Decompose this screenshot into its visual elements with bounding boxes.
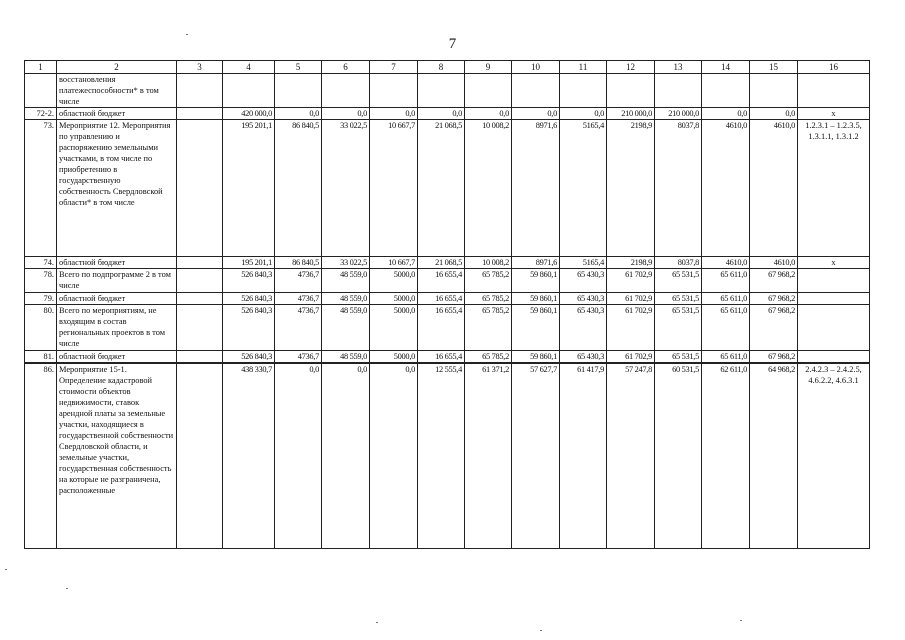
value-cell: 65 785,2 <box>465 305 512 351</box>
value-cell <box>750 74 798 108</box>
value-cell: 12 555,4 <box>418 363 465 548</box>
column-header: 3 <box>177 61 223 74</box>
value-cell: 0,0 <box>418 108 465 120</box>
value-cell <box>465 74 512 108</box>
value-cell: 0,0 <box>560 108 607 120</box>
value-cell: 61 702,9 <box>607 351 655 364</box>
target-code: х <box>798 257 870 269</box>
value-cell: 61 702,9 <box>607 269 655 293</box>
row-name: областной бюджет <box>57 257 177 269</box>
row-number: 78. <box>25 269 57 293</box>
target-code <box>798 305 870 351</box>
value-cell: 48 559,0 <box>322 293 370 305</box>
value-cell: 65 430,3 <box>560 351 607 364</box>
column-header: 10 <box>512 61 560 74</box>
value-cell: 57 627,7 <box>512 363 560 548</box>
value-cell: 67 968,2 <box>750 293 798 305</box>
scan-speck <box>540 630 542 631</box>
column-header: 4 <box>223 61 275 74</box>
value-cell: 48 559,0 <box>322 351 370 364</box>
value-cell: 65 785,2 <box>465 293 512 305</box>
value-cell: 65 531,5 <box>655 269 702 293</box>
value-cell: 210 000,0 <box>607 108 655 120</box>
page-number: 7 <box>448 36 457 52</box>
value-cell: 0,0 <box>275 108 322 120</box>
value-cell: 65 430,3 <box>560 269 607 293</box>
cell-col3 <box>177 74 223 108</box>
value-cell: 62 611,0 <box>702 363 750 548</box>
row-name: Мероприятие 15-1. Определение кадастровой стоимости объектов недвижимости, ставок арендной платы за земельные участки, находящиеся в государственной собственности Свердловской области, и земельные участки, государственная собственность на которые не разграничена, расположенные <box>57 363 177 548</box>
row-number: 72-2. <box>25 108 57 120</box>
value-cell: 86 840,5 <box>275 257 322 269</box>
value-cell: 61 371,2 <box>465 363 512 548</box>
value-cell: 4736,7 <box>275 305 322 351</box>
value-cell: 0,0 <box>512 108 560 120</box>
value-cell <box>275 74 322 108</box>
table-row <box>25 74 870 108</box>
target-code: 1.2.3.1 – 1.2.3.5, 1.3.1.1, 1.3.1.2 <box>798 120 870 257</box>
cell-col3 <box>177 120 223 257</box>
value-cell: 4736,7 <box>275 293 322 305</box>
value-cell: 0,0 <box>275 363 322 548</box>
value-cell: 48 559,0 <box>322 269 370 293</box>
cell-col3 <box>177 269 223 293</box>
value-cell: 48 559,0 <box>322 305 370 351</box>
scan-speck <box>5 569 7 570</box>
value-cell: 4736,7 <box>275 351 322 364</box>
row-number: 79. <box>25 293 57 305</box>
value-cell <box>560 74 607 108</box>
value-cell: 0,0 <box>370 363 418 548</box>
value-cell: 65 531,5 <box>655 351 702 364</box>
row-number: 86. <box>25 363 57 548</box>
header-row <box>25 61 870 74</box>
row-number: 81. <box>25 351 57 364</box>
value-cell: 5000,0 <box>370 269 418 293</box>
value-cell: 8037,8 <box>655 257 702 269</box>
budget-table <box>24 60 870 549</box>
column-header: 11 <box>560 61 607 74</box>
value-cell: 4610,0 <box>702 257 750 269</box>
value-cell: 0,0 <box>322 363 370 548</box>
target-code: х <box>798 108 870 120</box>
row-name: Всего по подпрограмме 2 в том числе <box>57 269 177 293</box>
target-code: 2.4.2.3 – 2.4.2.5, 4.6.2.2, 4.6.3.1 <box>798 363 870 548</box>
column-header: 15 <box>750 61 798 74</box>
row-number <box>25 74 57 108</box>
value-cell: 65 611,0 <box>702 293 750 305</box>
value-cell: 526 840,3 <box>223 351 275 364</box>
cell-col3 <box>177 108 223 120</box>
value-cell: 57 247,8 <box>607 363 655 548</box>
value-cell: 61 417,9 <box>560 363 607 548</box>
value-cell: 61 702,9 <box>607 305 655 351</box>
table-row <box>25 257 870 269</box>
row-number: 74. <box>25 257 57 269</box>
cell-col3 <box>177 293 223 305</box>
value-cell: 5165,4 <box>560 120 607 257</box>
value-cell: 60 531,5 <box>655 363 702 548</box>
value-cell: 59 860,1 <box>512 293 560 305</box>
target-code <box>798 351 870 364</box>
table-row <box>25 305 870 351</box>
scan-speck <box>376 622 378 623</box>
cell-col3 <box>177 257 223 269</box>
value-cell: 65 611,0 <box>702 351 750 364</box>
value-cell: 16 655,4 <box>418 305 465 351</box>
value-cell: 10 008,2 <box>465 257 512 269</box>
value-cell: 16 655,4 <box>418 269 465 293</box>
value-cell: 59 860,1 <box>512 269 560 293</box>
row-number: 80. <box>25 305 57 351</box>
scan-speck <box>740 620 742 621</box>
value-cell: 65 430,3 <box>560 305 607 351</box>
value-cell: 0,0 <box>322 108 370 120</box>
value-cell: 65 531,5 <box>655 305 702 351</box>
value-cell: 10 667,7 <box>370 120 418 257</box>
value-cell: 4610,0 <box>750 120 798 257</box>
value-cell: 8971,6 <box>512 120 560 257</box>
row-name: областной бюджет <box>57 351 177 364</box>
column-header: 16 <box>798 61 870 74</box>
value-cell <box>370 74 418 108</box>
value-cell: 65 785,2 <box>465 351 512 364</box>
column-header: 7 <box>370 61 418 74</box>
column-header: 9 <box>465 61 512 74</box>
value-cell: 5000,0 <box>370 293 418 305</box>
value-cell <box>223 74 275 108</box>
target-code <box>798 269 870 293</box>
value-cell <box>655 74 702 108</box>
value-cell: 438 330,7 <box>223 363 275 548</box>
column-header: 12 <box>607 61 655 74</box>
value-cell <box>702 74 750 108</box>
cell-col3 <box>177 351 223 364</box>
value-cell: 195 201,1 <box>223 120 275 257</box>
value-cell: 16 655,4 <box>418 293 465 305</box>
value-cell: 33 022,5 <box>322 257 370 269</box>
row-name: областной бюджет <box>57 108 177 120</box>
value-cell: 65 611,0 <box>702 305 750 351</box>
row-number: 73. <box>25 120 57 257</box>
value-cell: 195 201,1 <box>223 257 275 269</box>
value-cell: 4736,7 <box>275 269 322 293</box>
column-header: 6 <box>322 61 370 74</box>
value-cell: 61 702,9 <box>607 293 655 305</box>
scan-speck <box>186 34 188 35</box>
value-cell: 64 968,2 <box>750 363 798 548</box>
row-name: восстановления платежеспособности* в том числе <box>57 74 177 108</box>
value-cell: 526 840,3 <box>223 269 275 293</box>
column-header: 8 <box>418 61 465 74</box>
value-cell <box>322 74 370 108</box>
cell-col3 <box>177 305 223 351</box>
value-cell: 5165,4 <box>560 257 607 269</box>
value-cell: 67 968,2 <box>750 351 798 364</box>
table-row <box>25 363 870 548</box>
column-header: 14 <box>702 61 750 74</box>
row-name: Всего по мероприятиям, не входящим в состав региональных проектов в том числе <box>57 305 177 351</box>
value-cell: 16 655,4 <box>418 351 465 364</box>
value-cell: 59 860,1 <box>512 351 560 364</box>
value-cell: 0,0 <box>465 108 512 120</box>
scan-speck <box>66 588 68 589</box>
value-cell: 59 860,1 <box>512 305 560 351</box>
value-cell: 526 840,3 <box>223 305 275 351</box>
value-cell <box>607 74 655 108</box>
column-header: 1 <box>25 61 57 74</box>
value-cell: 0,0 <box>370 108 418 120</box>
table-row <box>25 269 870 293</box>
value-cell: 33 022,5 <box>322 120 370 257</box>
table-row <box>25 120 870 257</box>
row-name: областной бюджет <box>57 293 177 305</box>
value-cell <box>418 74 465 108</box>
cell-col3 <box>177 363 223 548</box>
value-cell: 210 000,0 <box>655 108 702 120</box>
column-header: 13 <box>655 61 702 74</box>
table-row <box>25 108 870 120</box>
value-cell: 5000,0 <box>370 351 418 364</box>
value-cell: 10 008,2 <box>465 120 512 257</box>
value-cell: 420 000,0 <box>223 108 275 120</box>
value-cell: 67 968,2 <box>750 305 798 351</box>
row-name: Мероприятие 12. Мероприятия по управлению и распоряжению земельными участками, в том числе по приобретению в государственную собственность Свердловской области* в том числе <box>57 120 177 257</box>
value-cell <box>512 74 560 108</box>
value-cell: 10 667,7 <box>370 257 418 269</box>
table-row <box>25 293 870 305</box>
value-cell: 0,0 <box>750 108 798 120</box>
value-cell: 65 785,2 <box>465 269 512 293</box>
table-row <box>25 351 870 364</box>
value-cell: 526 840,3 <box>223 293 275 305</box>
value-cell: 8971,6 <box>512 257 560 269</box>
table-body <box>25 74 870 549</box>
value-cell: 67 968,2 <box>750 269 798 293</box>
value-cell: 86 840,5 <box>275 120 322 257</box>
value-cell: 65 611,0 <box>702 269 750 293</box>
target-code <box>798 74 870 108</box>
column-header: 2 <box>57 61 177 74</box>
value-cell: 21 068,5 <box>418 120 465 257</box>
value-cell: 5000,0 <box>370 305 418 351</box>
value-cell: 65 430,3 <box>560 293 607 305</box>
value-cell: 65 531,5 <box>655 293 702 305</box>
value-cell: 21 068,5 <box>418 257 465 269</box>
value-cell: 2198,9 <box>607 257 655 269</box>
column-header: 5 <box>275 61 322 74</box>
value-cell: 0,0 <box>702 108 750 120</box>
value-cell: 8037,8 <box>655 120 702 257</box>
value-cell: 4610,0 <box>750 257 798 269</box>
value-cell: 2198,9 <box>607 120 655 257</box>
value-cell: 4610,0 <box>702 120 750 257</box>
target-code <box>798 293 870 305</box>
